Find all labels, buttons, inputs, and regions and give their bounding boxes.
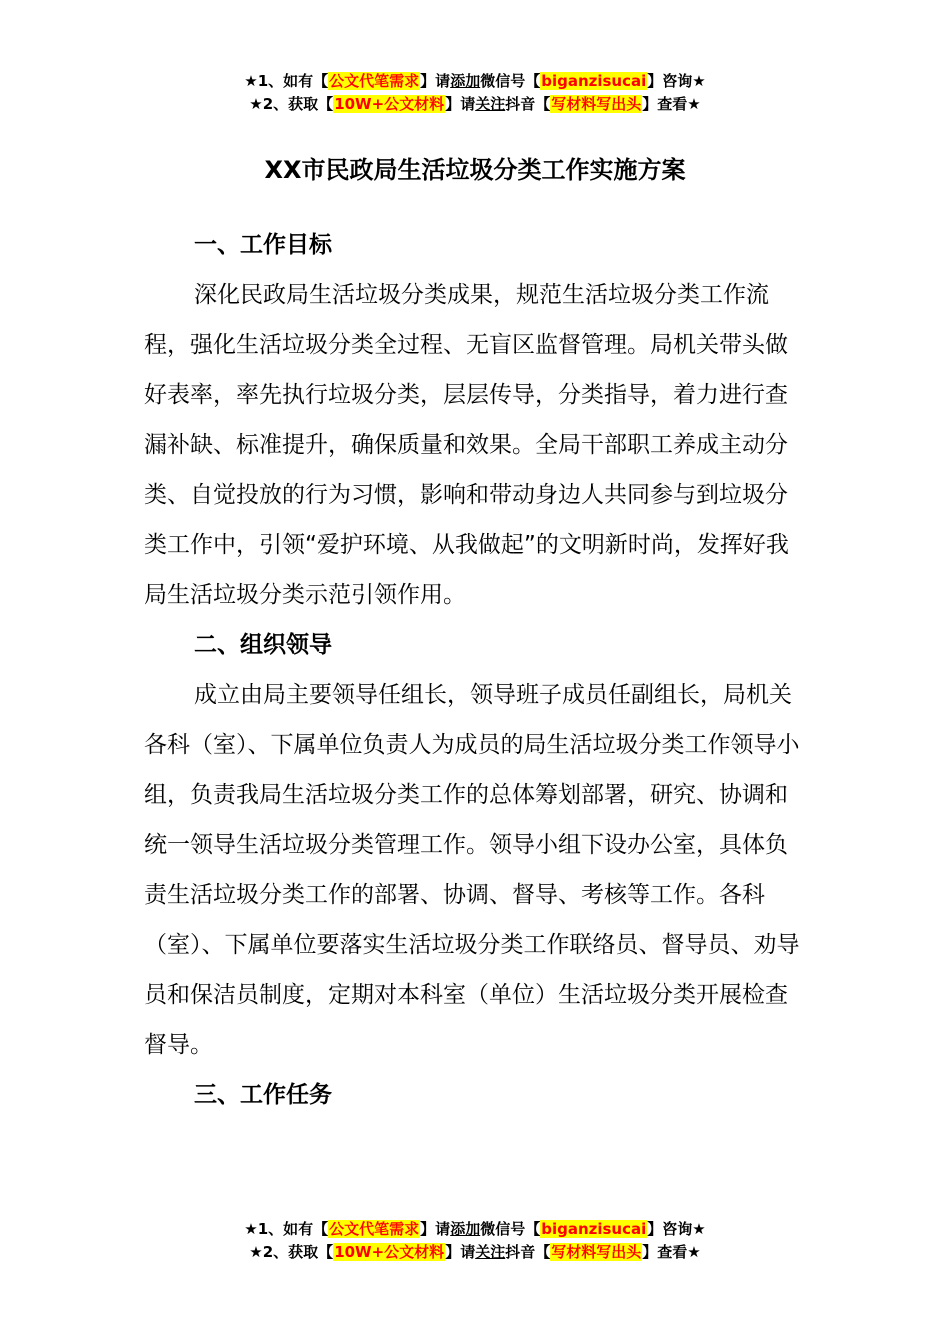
highlight-materials: 10W+公文材料 xyxy=(334,1243,445,1261)
promo-text: 微信号【 xyxy=(480,1220,541,1238)
highlight-service: 公文代笔需求 xyxy=(329,1220,420,1238)
promo-text: ★1、如有【 xyxy=(244,1220,329,1238)
promo-text: 】查看★ xyxy=(642,1243,701,1261)
section-heading-organization: 二、组织领导 xyxy=(194,632,332,658)
promo-text: 抖音【 xyxy=(505,1243,551,1261)
promo-text: 】请 xyxy=(445,95,476,113)
highlight-douyin-account: 写材料写出头 xyxy=(551,95,642,113)
promo-banner-top xyxy=(0,70,950,116)
highlight-materials: 10W+公文材料 xyxy=(334,95,445,113)
section-paragraph-goals: 深化民政局生活垃圾分类成果，规范生活垃圾分类工作流程，强化生活垃圾分类全过程、无盲区监督管理。局机关带头做好表率，率先执行垃圾分类，层层传导，分类指导，着力进行查漏补缺、标准提升，确保质量和效果。全局干部职工养成主动分类、自觉投放的行为习惯，影响和带动身边人共同参与到垃圾分类工作中，引领“爱护环境、从我做起”的文明新时尚，发挥好我局生活垃圾分类示范引领作用。 xyxy=(144,282,789,608)
promo-banner-bottom xyxy=(0,1218,950,1264)
document-body xyxy=(144,220,804,1120)
promo-text: 微信号【 xyxy=(480,72,541,90)
promo-text: 】咨询★ xyxy=(647,1220,706,1238)
promo-line-1 xyxy=(0,70,950,93)
promo-line-2 xyxy=(0,1241,950,1264)
promo-text: 】查看★ xyxy=(642,95,701,113)
highlight-service: 公文代笔需求 xyxy=(329,72,420,90)
promo-text: ★2、获取【 xyxy=(249,95,334,113)
highlight-wechat-id: biganzisucai xyxy=(541,72,647,90)
section-paragraph-organization: 成立由局主要领导任组长，领导班子成员任副组长，局机关各科（室）、下属单位负责人为成员的局生活垃圾分类工作领导小组，负责我局生活垃圾分类工作的总体筹划部署，研究、协调和统一领导生活垃圾分类管理工作。领导小组下设办公室，具体负责生活垃圾分类工作的部署、协调、督导、考核等工作。各科（室）、下属单位要落实生活垃圾分类工作联络员、督导员、劝导员和保洁员制度，定期对本科室（单位）生活垃圾分类开展检查督导。 xyxy=(144,682,800,1058)
promo-text-underlined: 添加 xyxy=(450,72,481,90)
promo-text-underlined: 关注 xyxy=(475,1243,506,1261)
promo-text: 】请 xyxy=(445,1243,476,1261)
highlight-douyin-account: 写材料写出头 xyxy=(551,1243,642,1261)
promo-text: 】请 xyxy=(420,72,451,90)
highlight-wechat-id: biganzisucai xyxy=(541,1220,647,1238)
promo-line-1 xyxy=(0,1218,950,1241)
promo-text: 】请 xyxy=(420,1220,451,1238)
promo-line-2 xyxy=(0,93,950,116)
promo-text: ★1、如有【 xyxy=(244,72,329,90)
promo-text: ★2、获取【 xyxy=(249,1243,334,1261)
promo-text-underlined: 添加 xyxy=(450,1220,481,1238)
section-heading-tasks: 三、工作任务 xyxy=(194,1082,332,1108)
document-title: XX市民政局生活垃圾分类工作实施方案 xyxy=(264,156,686,184)
promo-text-underlined: 关注 xyxy=(475,95,506,113)
promo-text: 】咨询★ xyxy=(647,72,706,90)
section-heading-goals: 一、工作目标 xyxy=(194,232,332,258)
promo-text: 抖音【 xyxy=(505,95,551,113)
